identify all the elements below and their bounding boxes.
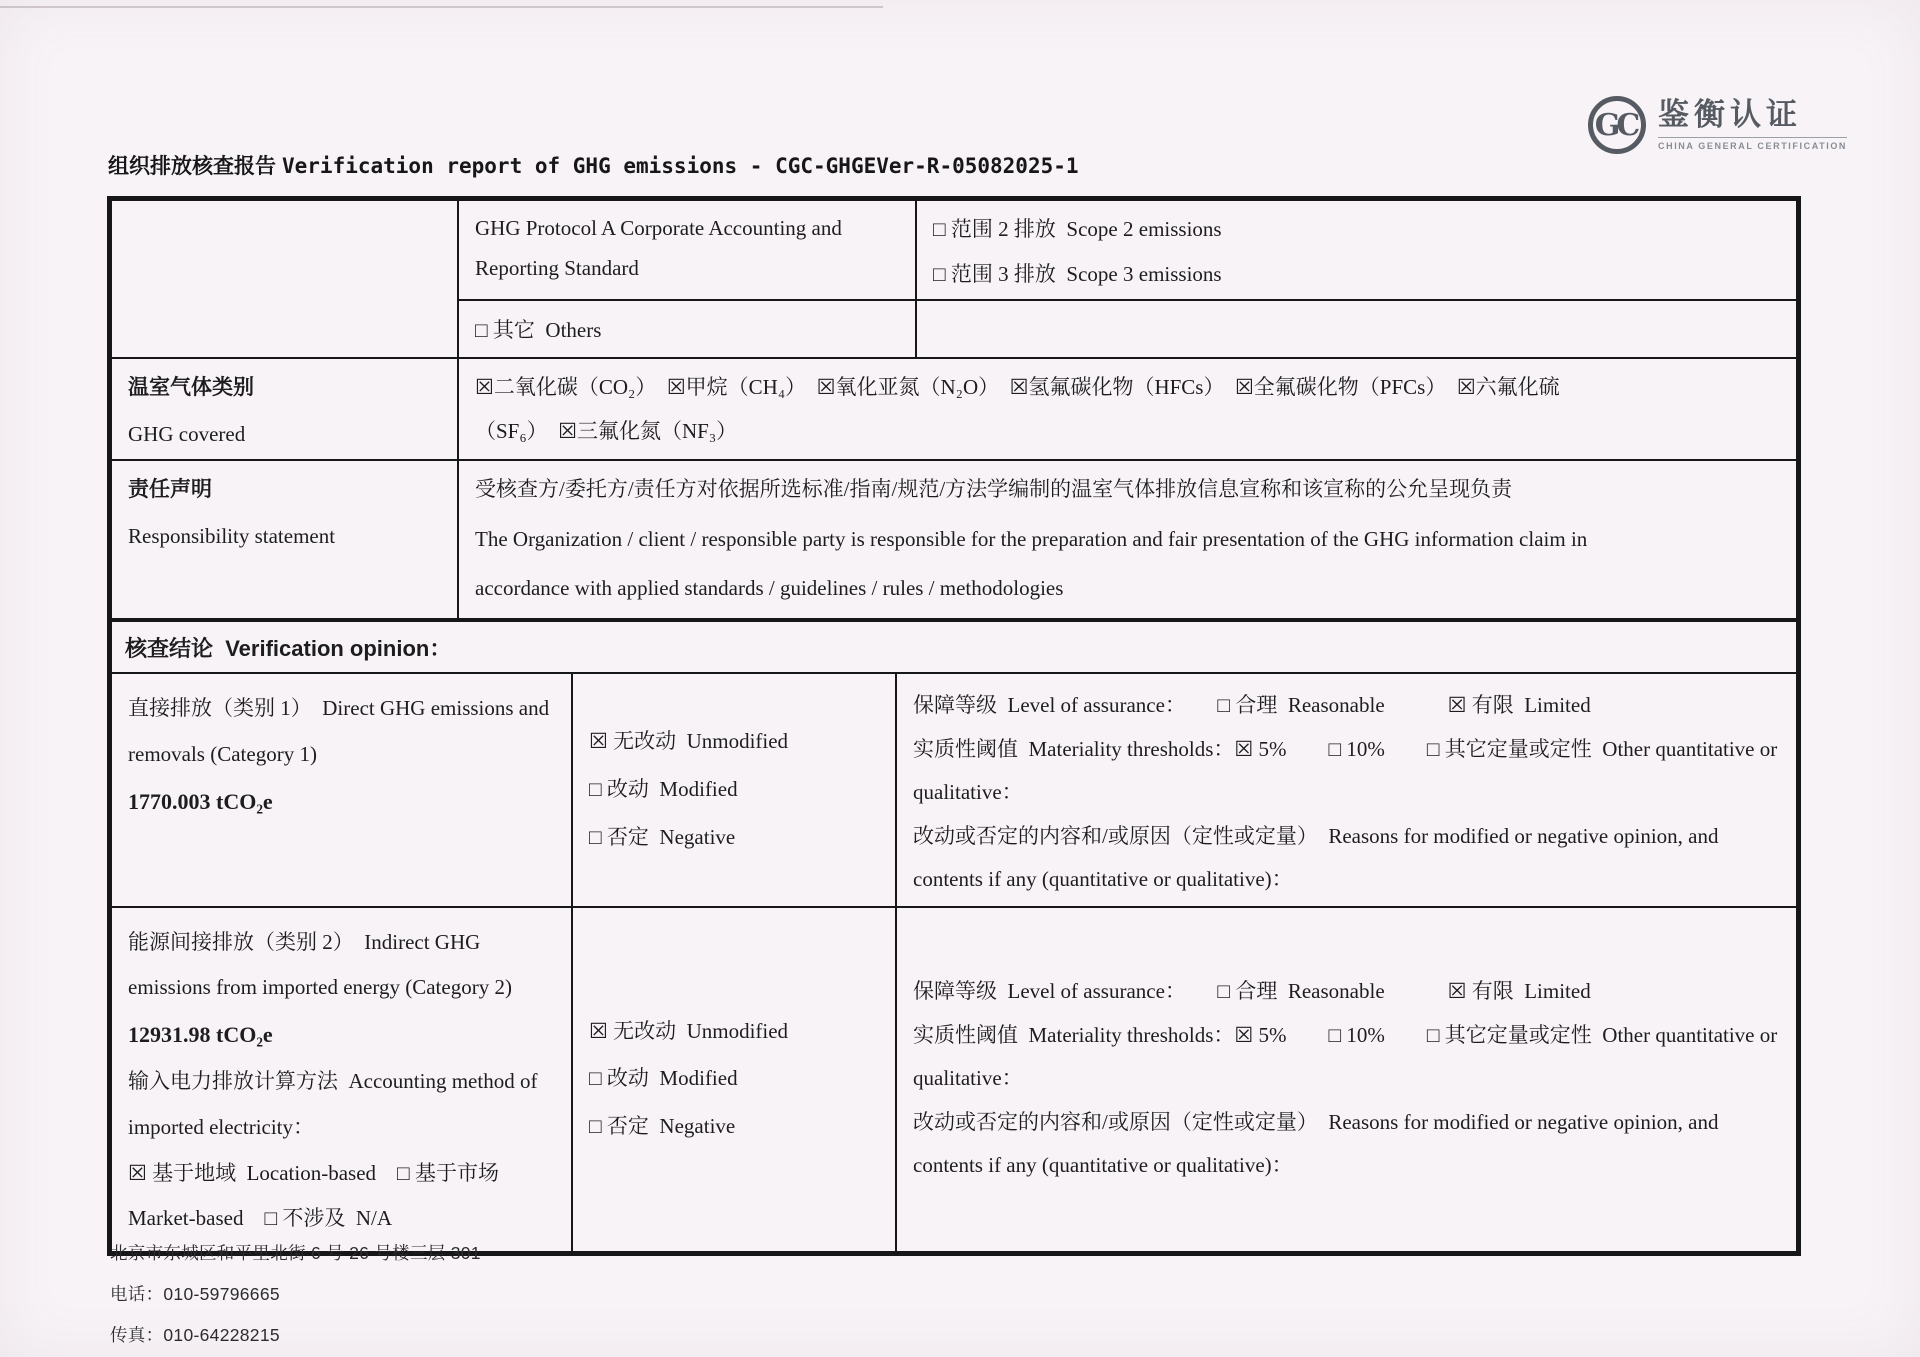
document-title: [108, 150, 1079, 180]
responsibility-line-2: The Organization / client / responsible party is responsible for the preparation and fair presentation of the GHG information claim in: [475, 526, 1588, 551]
footer-address: 北京市东城区和平里北街 6 号 26 号楼三层 301: [110, 1243, 481, 1263]
criteria-table: [110, 199, 1798, 620]
table-row: [111, 358, 1797, 460]
category1-assurance-cell: [896, 673, 1797, 906]
responsibility-cell: [458, 460, 1797, 619]
responsibility-label: [111, 460, 458, 619]
logo-name-zh: 鉴衡认证: [1658, 97, 1802, 132]
footer-phone: 电话：010-59796665: [110, 1284, 280, 1304]
criteria-label-cell: [111, 200, 458, 358]
category1-opinion-options: [572, 673, 896, 906]
modified-checkbox-line: □ 改动 Modified: [589, 777, 738, 802]
gases-line-1: ☒二氧化碳（CO₂） ☒甲烷（CH₄） ☒氧化亚氮（N₂O） ☒氢氟碳化物（HFCs） ☒全氟碳化物（PFCs） ☒六氟化硫: [475, 374, 1560, 399]
table-row: [111, 907, 1797, 1252]
responsibility-label-zh: 责任声明: [128, 477, 212, 501]
category1-emissions-value: 1770.003 tCO₂e: [128, 788, 273, 814]
ghg-covered-label-zh: 温室气体类别: [128, 375, 254, 399]
scope2-checkbox-line: □ 范围 2 排放 Scope 2 emissions: [933, 217, 1222, 241]
gc-monogram-icon: GC: [1588, 96, 1646, 154]
opinion-table: [110, 620, 1798, 1252]
reasons-line: 改动或否定的内容和/或原因（定性或定量） Reasons for modified or negative opinion, and contents if any (quantitative or qualitative)：: [913, 823, 1724, 892]
protocol-text: GHG Protocol A Corporate Accounting and Reporting Standard: [475, 216, 848, 280]
gases-cell: [458, 358, 1797, 460]
table-row: [111, 621, 1797, 673]
negative-checkbox-line: □ 否定 Negative: [589, 824, 736, 849]
table-row: [111, 460, 1797, 619]
responsibility-line-1: 受核查方/委托方/责任方对依据所选标准/指南/规范/方法学编制的温室气体排放信息宣称和该宣称的公允呈现负责: [475, 476, 1513, 501]
gases-line-2: （SF₆） ☒三氟化氮（NF₃）: [475, 418, 738, 443]
document-title-zh: 组织排放核查报告: [108, 154, 276, 178]
table-row: [111, 200, 1797, 300]
document-title-en: Verification report of GHG emissions - CGC-GHGEVer-R-05082025-1: [282, 154, 1079, 178]
protocol-cell: [458, 200, 916, 300]
accounting-method-options: ☒ 基于地域 Location-based □ 基于市场 Market-based □ 不涉及 N/A: [128, 1160, 510, 1231]
logo-name-en: CHINA GENERAL CERTIFICATION: [1658, 137, 1847, 151]
category2-opinion-options: [572, 907, 896, 1252]
ghg-covered-label-en: GHG covered: [128, 421, 246, 446]
logo-text: [1658, 96, 1847, 151]
negative-checkbox-line: □ 否定 Negative: [589, 1113, 736, 1138]
category2-assurance-cell: [896, 907, 1797, 1252]
unmodified-checkbox-line: ☒ 无改动 Unmodified: [589, 1018, 789, 1043]
empty-cell: [916, 300, 1797, 358]
category1-subject: 直接排放（类别 1） Direct GHG emissions and removals (Category 1): [128, 696, 555, 766]
scan-edge-artifact: [0, 6, 883, 8]
ghg-covered-label: [111, 358, 458, 460]
assurance-level-line: 保障等级 Level of assurance： □ 合理 Reasonable ☒ 有限 Limited: [913, 693, 1591, 718]
report-table: [107, 196, 1801, 1256]
scopes-cell: [916, 200, 1797, 300]
certification-logo: [1588, 96, 1847, 154]
scope3-checkbox-line: □ 范围 3 排放 Scope 3 emissions: [933, 261, 1222, 286]
category2-emissions-value: 12931.98 tCO₂e: [128, 1022, 273, 1048]
footer-fax: 传真：010-64228215: [110, 1325, 280, 1345]
reasons-line: 改动或否定的内容和/或原因（定性或定量） Reasons for modified or negative opinion, and contents if any (quantitative or qualitative)：: [913, 1109, 1724, 1178]
unmodified-checkbox-line: ☒ 无改动 Unmodified: [589, 729, 789, 754]
table-row: [111, 673, 1797, 906]
responsibility-line-3: accordance with applied standards / guidelines / rules / methodologies: [475, 576, 1064, 601]
opinion-section-header: 核查结论 Verification opinion：: [111, 621, 1797, 673]
category2-subject-cell: [111, 907, 572, 1252]
assurance-level-line: 保障等级 Level of assurance： □ 合理 Reasonable ☒ 有限 Limited: [913, 979, 1591, 1004]
others-checkbox-line: □ 其它 Others: [458, 300, 916, 358]
category2-subject: 能源间接排放（类别 2） Indirect GHG emissions from imported energy (Category 2): [128, 929, 512, 1000]
materiality-thresholds-line: 实质性阈值 Materiality thresholds：☒ 5% □ 10% □ 其它定量或定性 Other quantitative or qualitative：: [913, 1022, 1783, 1091]
modified-checkbox-line: □ 改动 Modified: [589, 1066, 738, 1091]
category1-subject-cell: [111, 673, 572, 906]
responsibility-label-en: Responsibility statement: [128, 523, 336, 548]
footer-contact-block: [110, 1240, 481, 1357]
materiality-thresholds-line: 实质性阈值 Materiality thresholds：☒ 5% □ 10% □ 其它定量或定性 Other quantitative or qualitative：: [913, 736, 1783, 805]
accounting-method-label: 输入电力排放计算方法 Accounting method of imported electricity：: [128, 1069, 543, 1139]
